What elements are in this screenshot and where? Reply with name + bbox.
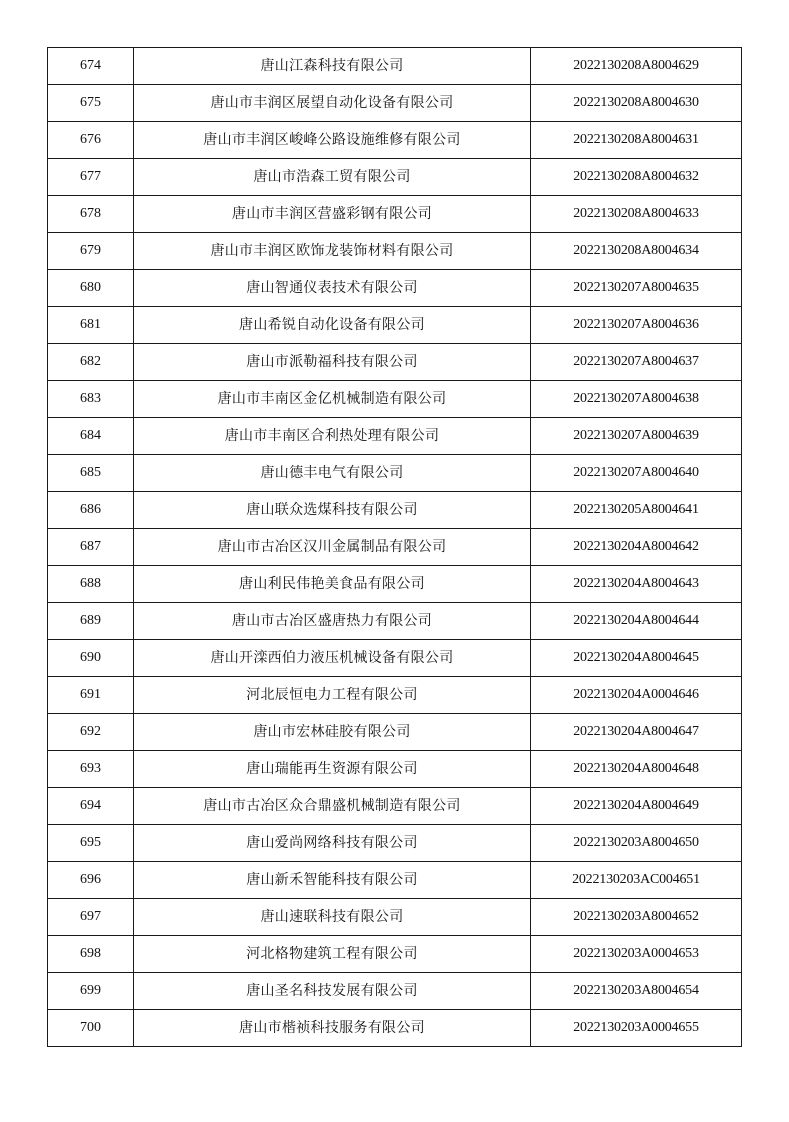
company-name: 河北辰恒电力工程有限公司 — [134, 677, 531, 714]
table-row — [48, 344, 742, 381]
company-name: 唐山市古冶区盛唐热力有限公司 — [134, 603, 531, 640]
table-row — [48, 270, 742, 307]
row-number: 695 — [48, 825, 134, 862]
row-number: 681 — [48, 307, 134, 344]
company-name: 唐山市丰润区营盛彩钢有限公司 — [134, 196, 531, 233]
table-body — [48, 48, 742, 1047]
registration-code: 2022130208A8004632 — [531, 159, 742, 196]
table-row — [48, 899, 742, 936]
registration-code: 2022130204A8004642 — [531, 529, 742, 566]
table-row — [48, 307, 742, 344]
table-row — [48, 85, 742, 122]
row-number: 689 — [48, 603, 134, 640]
table-row — [48, 381, 742, 418]
company-name: 唐山瑞能再生资源有限公司 — [134, 751, 531, 788]
company-name: 唐山市丰润区欧饰龙装饰材料有限公司 — [134, 233, 531, 270]
registration-code: 2022130204A8004643 — [531, 566, 742, 603]
registration-code: 2022130203A8004652 — [531, 899, 742, 936]
table-row — [48, 418, 742, 455]
row-number: 682 — [48, 344, 134, 381]
registration-code: 2022130207A8004640 — [531, 455, 742, 492]
row-number: 691 — [48, 677, 134, 714]
table-row — [48, 714, 742, 751]
table-row — [48, 825, 742, 862]
registration-code: 2022130204A8004648 — [531, 751, 742, 788]
registration-code: 2022130203A0004655 — [531, 1010, 742, 1047]
row-number: 696 — [48, 862, 134, 899]
table-row — [48, 751, 742, 788]
company-registry-table — [47, 47, 742, 1047]
company-name: 唐山德丰电气有限公司 — [134, 455, 531, 492]
registration-code: 2022130204A8004649 — [531, 788, 742, 825]
registration-code: 2022130207A8004639 — [531, 418, 742, 455]
table-row — [48, 936, 742, 973]
company-name: 唐山市古冶区汉川金属制品有限公司 — [134, 529, 531, 566]
table-row — [48, 862, 742, 899]
row-number: 684 — [48, 418, 134, 455]
row-number: 683 — [48, 381, 134, 418]
row-number: 700 — [48, 1010, 134, 1047]
row-number: 678 — [48, 196, 134, 233]
table-row — [48, 455, 742, 492]
company-name: 唐山江森科技有限公司 — [134, 48, 531, 85]
registration-code: 2022130204A0004646 — [531, 677, 742, 714]
company-name: 唐山速联科技有限公司 — [134, 899, 531, 936]
row-number: 677 — [48, 159, 134, 196]
registration-code: 2022130203A8004654 — [531, 973, 742, 1010]
table-row — [48, 566, 742, 603]
company-name: 唐山新禾智能科技有限公司 — [134, 862, 531, 899]
company-name: 唐山智通仪表技术有限公司 — [134, 270, 531, 307]
table-row — [48, 492, 742, 529]
company-name: 唐山利民伟艳美食品有限公司 — [134, 566, 531, 603]
registration-code: 2022130208A8004634 — [531, 233, 742, 270]
registration-code: 2022130205A8004641 — [531, 492, 742, 529]
registration-code: 2022130204A8004647 — [531, 714, 742, 751]
row-number: 679 — [48, 233, 134, 270]
table-row — [48, 196, 742, 233]
registration-code: 2022130203AC004651 — [531, 862, 742, 899]
company-name: 唐山爱尚网络科技有限公司 — [134, 825, 531, 862]
table-row — [48, 122, 742, 159]
table-row — [48, 603, 742, 640]
row-number: 697 — [48, 899, 134, 936]
company-name: 唐山市丰润区峻峰公路设施维修有限公司 — [134, 122, 531, 159]
registration-code: 2022130208A8004631 — [531, 122, 742, 159]
company-name: 唐山市丰润区展望自动化设备有限公司 — [134, 85, 531, 122]
table-row — [48, 1010, 742, 1047]
registration-code: 2022130208A8004633 — [531, 196, 742, 233]
table-row — [48, 48, 742, 85]
company-name: 唐山市浩森工贸有限公司 — [134, 159, 531, 196]
table-row — [48, 973, 742, 1010]
company-name: 唐山圣名科技发展有限公司 — [134, 973, 531, 1010]
registration-code: 2022130203A8004650 — [531, 825, 742, 862]
table-row — [48, 788, 742, 825]
company-name: 河北格物建筑工程有限公司 — [134, 936, 531, 973]
registration-code: 2022130207A8004637 — [531, 344, 742, 381]
row-number: 693 — [48, 751, 134, 788]
registration-code: 2022130207A8004638 — [531, 381, 742, 418]
row-number: 686 — [48, 492, 134, 529]
company-name: 唐山市丰南区金亿机械制造有限公司 — [134, 381, 531, 418]
company-name: 唐山市古冶区众合鼎盛机械制造有限公司 — [134, 788, 531, 825]
registration-code: 2022130207A8004636 — [531, 307, 742, 344]
row-number: 699 — [48, 973, 134, 1010]
row-number: 694 — [48, 788, 134, 825]
registration-code: 2022130204A8004644 — [531, 603, 742, 640]
row-number: 680 — [48, 270, 134, 307]
company-name: 唐山市宏林硅胶有限公司 — [134, 714, 531, 751]
registration-code: 2022130207A8004635 — [531, 270, 742, 307]
company-name: 唐山希锐自动化设备有限公司 — [134, 307, 531, 344]
table-row — [48, 529, 742, 566]
row-number: 675 — [48, 85, 134, 122]
registration-code: 2022130208A8004630 — [531, 85, 742, 122]
registration-code: 2022130208A8004629 — [531, 48, 742, 85]
row-number: 692 — [48, 714, 134, 751]
row-number: 698 — [48, 936, 134, 973]
row-number: 685 — [48, 455, 134, 492]
row-number: 688 — [48, 566, 134, 603]
company-name: 唐山市派勒福科技有限公司 — [134, 344, 531, 381]
company-name: 唐山市丰南区合利热处理有限公司 — [134, 418, 531, 455]
registration-code: 2022130203A0004653 — [531, 936, 742, 973]
company-name: 唐山市楷祯科技服务有限公司 — [134, 1010, 531, 1047]
table-row — [48, 640, 742, 677]
row-number: 690 — [48, 640, 134, 677]
table-row — [48, 159, 742, 196]
table-row — [48, 677, 742, 714]
table-row — [48, 233, 742, 270]
row-number: 676 — [48, 122, 134, 159]
registration-code: 2022130204A8004645 — [531, 640, 742, 677]
company-name: 唐山联众选煤科技有限公司 — [134, 492, 531, 529]
company-name: 唐山开滦西伯力液压机械设备有限公司 — [134, 640, 531, 677]
row-number: 687 — [48, 529, 134, 566]
row-number: 674 — [48, 48, 134, 85]
